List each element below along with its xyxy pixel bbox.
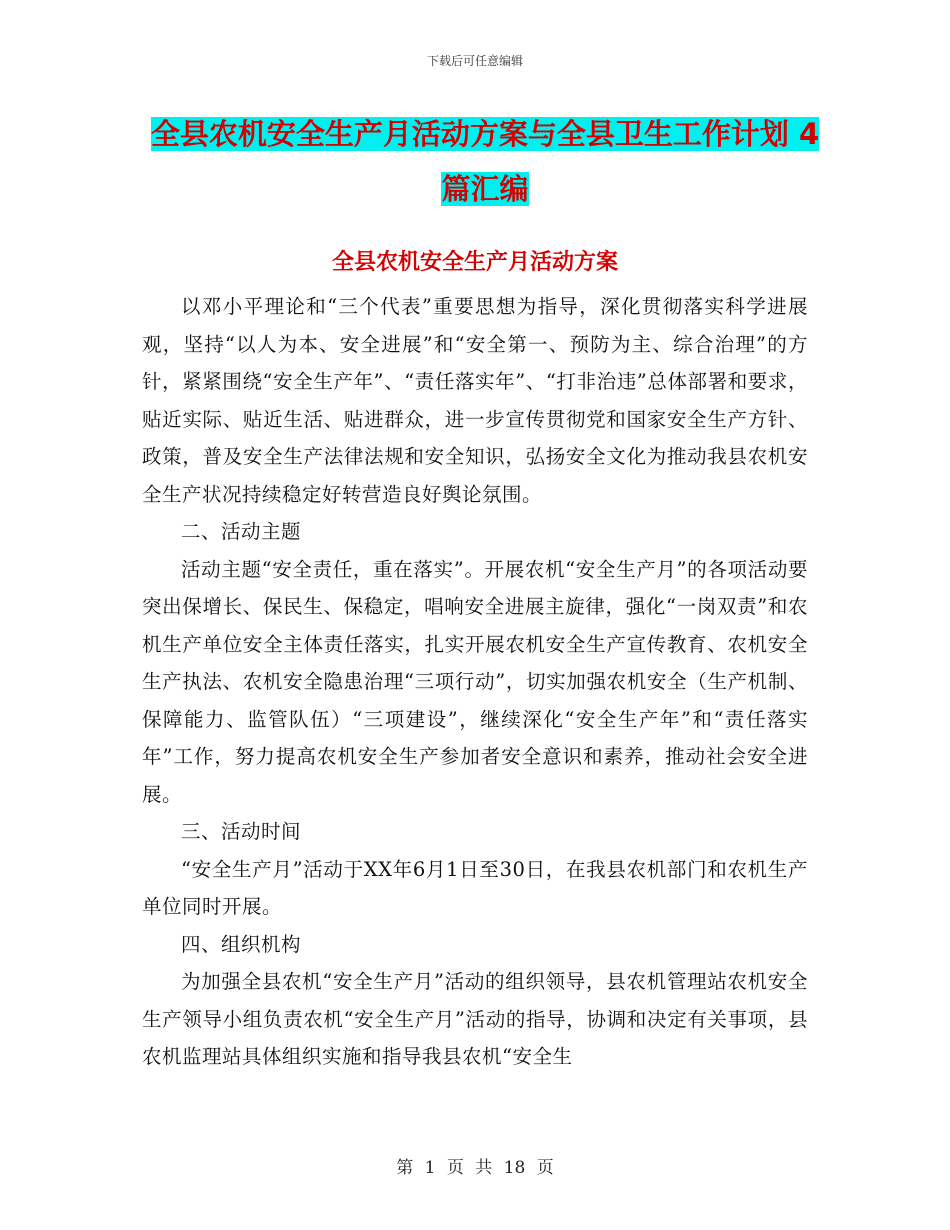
- heading-activity-time: 三、活动时间: [181, 820, 302, 843]
- section-title: 全县农机安全生产月活动方案: [331, 250, 618, 275]
- document-title-line-1: 全县农机安全生产月活动方案与全县卫生工作计划 4: [150, 117, 820, 151]
- paragraph-guiding-ideology: 以邓小平理论和“三个代表”重要思想为指导，深化贯彻落实科学进展观，坚持“以人为本、安全进展”和“安全第一、预防为主、综合治理”的方针，紧紧围绕“安全生产年”、“责任落实年”、“打非治违”总体部署和要求，贴近实际、贴近生活、贴进群众，进一步宣传贯彻党和国家安全生产方针、政策，普及安全生产法律法规和安全知识，弘扬安全文化为推动我县农机安全生产状况持续稳定好转营造良好舆论氛围。: [142, 295, 808, 506]
- header-note: 下载后可任意编辑: [426, 54, 523, 68]
- paragraph-activity-theme: 活动主题“安全责任，重在落实”。开展农机“安全生产月”的各项活动要突出保增长、保民生、保稳定，唱响安全进展主旋律，强化“一岗双责”和农机生产单位安全主体责任落实，扎实开展农机安全生产宣传教育、农机安全生产执法、农机安全隐患治理“三项行动”，切实加强农机安全（生产机制、保障能力、监管队伍）“三项建设”，继续深化“安全生产年”和“责任落实年”工作，努力提高农机安全生产参加者安全意识和素养，推动社会安全进展。: [142, 557, 808, 806]
- heading-activity-theme: 二、活动主题: [181, 520, 302, 543]
- page-footer: 第 1 页 共 18 页: [396, 1158, 554, 1178]
- document-title-line-2: 篇汇编: [441, 172, 529, 206]
- heading-organization: 四、组织机构: [181, 932, 302, 956]
- body-text: [142, 288, 808, 1076]
- paragraph-activity-time: “安全生产月”活动于XX年6月1日至30日，在我县农机部门和农机生产单位同时开展。: [142, 857, 808, 918]
- paragraph-organization: 为加强全县农机“安全生产月”活动的组织领导，县农机管理站农机安全生产领导小组负责农机“安全生产月”活动的指导，协调和决定有关事项，县农机监理站具体组织实施和指导我县农机“安全生: [142, 970, 808, 1068]
- document-title: [140, 107, 830, 217]
